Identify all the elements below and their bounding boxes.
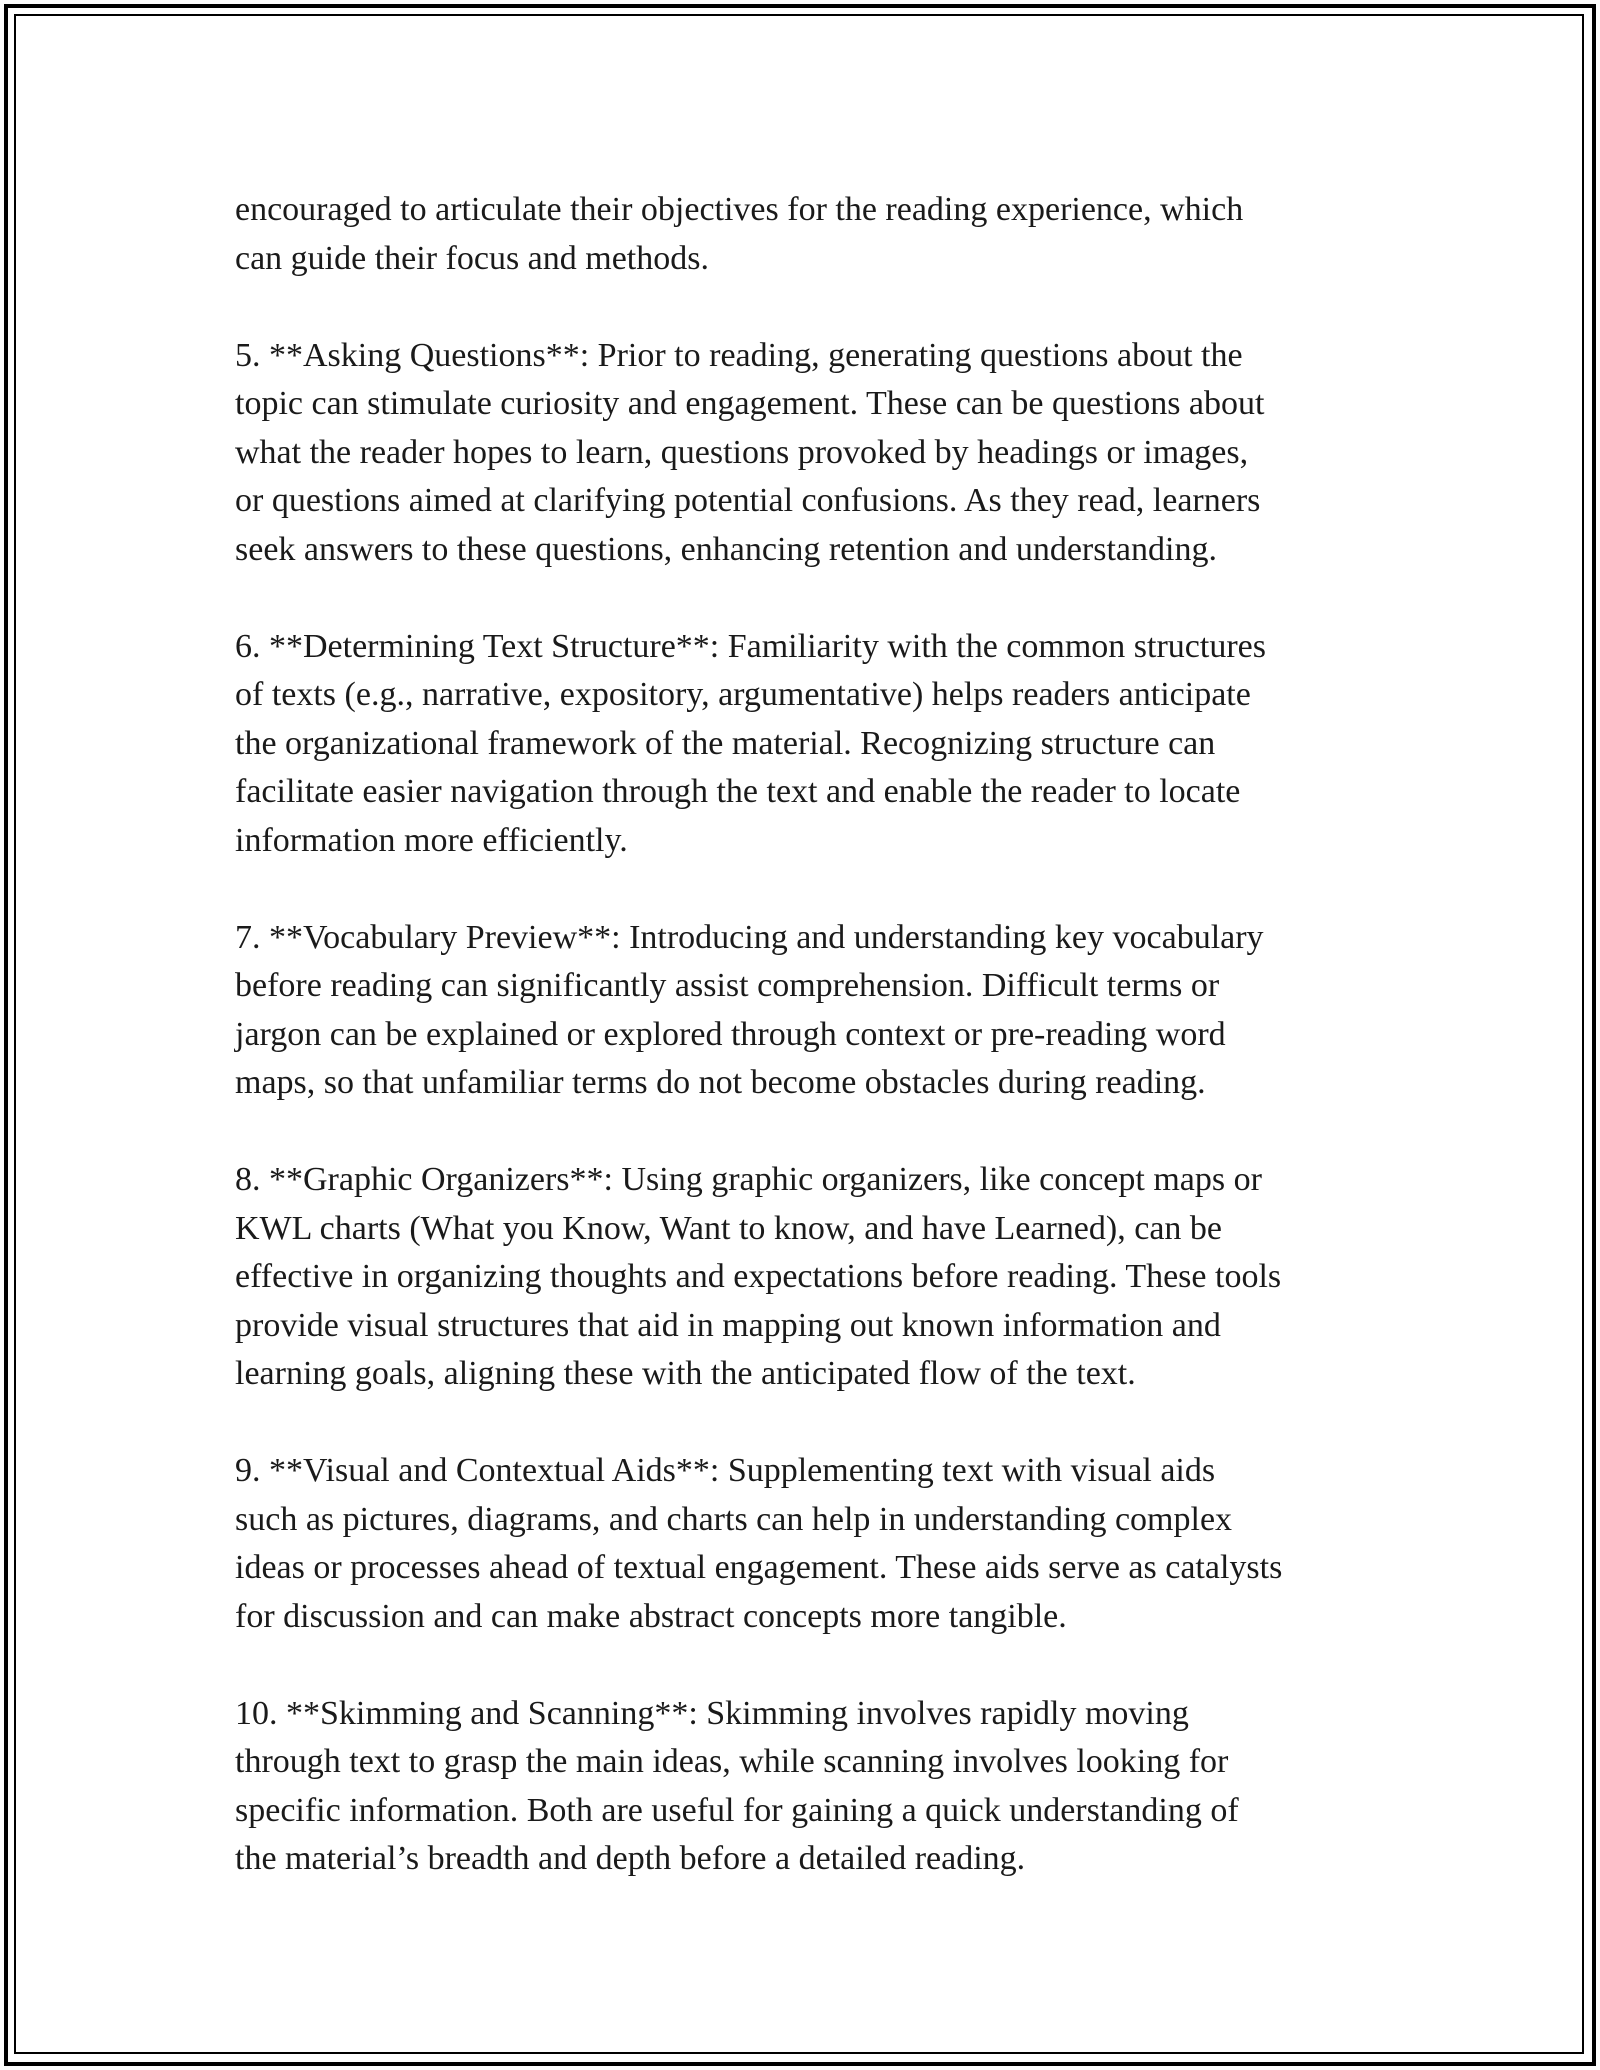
paragraph-graphic-organizers: 8. **Graphic Organizers**: Using graphic organizers, like concept maps or KWL charts (What you Know, Want to know, and have Learned), can be effective in organizing thoughts and expectations before reading. These tools provide visual structures that aid in mapping out known information and learning goals, aligning these with the anticipated flow of the text.: [235, 1161, 1282, 1392]
paragraph-visual-aids: 9. **Visual and Contextual Aids**: Supplementing text with visual aids such as pictures, diagrams, and charts can help in understanding complex ideas or processes ahead of textual engagement. These aids serve as catalysts for discussion and can make abstract concepts more tangible.: [235, 1452, 1283, 1635]
paragraph-asking-questions: 5. **Asking Questions**: Prior to reading, generating questions about the topic can stimulate curiosity and engagement. These can be questions about what the reader hopes to learn, questions provoked by headings or images, or questions aimed at clarifying potential confusions. As they read, learners seek answers to these questions, enhancing retention and understanding.: [235, 336, 1265, 568]
paragraph-skimming-scanning: 10. **Skimming and Scanning**: Skimming involves rapidly moving through text to grasp the main ideas, while scanning involves looking for specific information. Both are useful for gaining a quick understanding of the material’s breadth and depth before a detailed reading.: [235, 1694, 1239, 1877]
document-body: [235, 186, 1375, 1884]
paragraph-vocabulary-preview: 7. **Vocabulary Preview**: Introducing and understanding key vocabulary before reading can significantly assist comprehension. Difficult terms or jargon can be explained or explored through context or pre-reading word maps, so that unfamiliar terms do not become obstacles during reading.: [235, 918, 1264, 1101]
paragraph-continuation: encouraged to articulate their objectives for the reading experience, which can guide their focus and methods.: [235, 191, 1244, 277]
paragraph-text-structure: 6. **Determining Text Structure**: Familiarity with the common structures of texts (e.g., narrative, expository, argumentative) helps readers anticipate the organizational framework of the material. Recognizing structure can facilitate easier navigation through the text and enable the reader to locate information more efficiently.: [235, 627, 1266, 859]
